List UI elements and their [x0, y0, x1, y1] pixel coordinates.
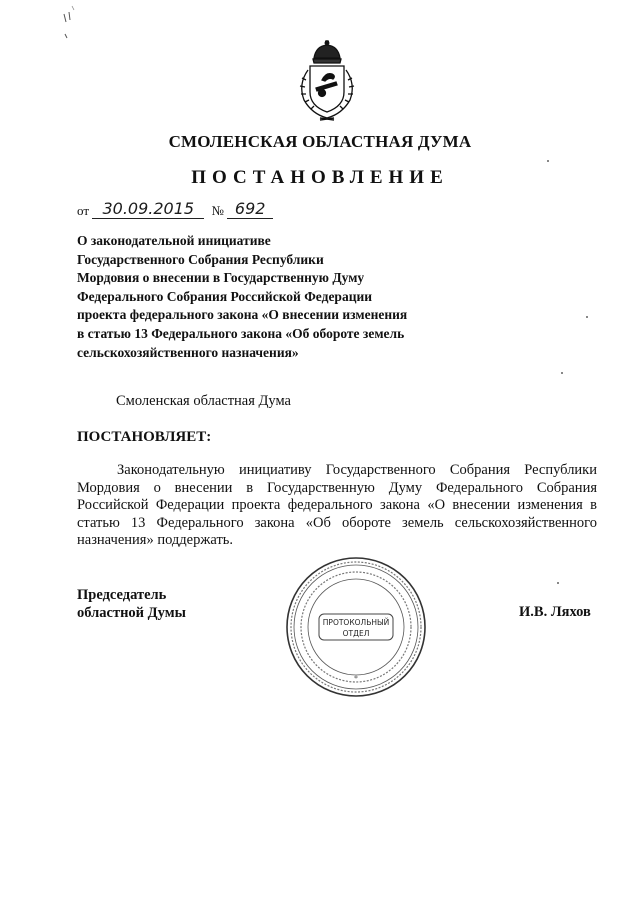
- scan-speck: [557, 582, 559, 584]
- signer-name: И.В. Ляхов: [519, 604, 591, 620]
- signer-title: [77, 586, 186, 622]
- scan-speck: [561, 372, 563, 374]
- margin-pen-mark: [58, 4, 88, 44]
- subject-line: Федерального Собрания Российской Федерации: [77, 288, 373, 304]
- handwritten-date: 30.09.2015: [92, 200, 204, 219]
- resolves-heading: ПОСТАНОВЛЯЕТ:: [77, 429, 212, 445]
- signer-title-line: Председатель: [77, 587, 167, 603]
- handwritten-number: 692: [227, 200, 273, 219]
- date-number-line: [77, 200, 273, 222]
- svg-text:*: *: [354, 674, 358, 683]
- smolensk-coat-of-arms-emblem: [292, 40, 362, 122]
- official-round-stamp: [285, 556, 427, 698]
- organization-name: СМОЛЕНСКАЯ ОБЛАСТНАЯ ДУМА: [168, 132, 472, 151]
- scan-speck: [547, 160, 549, 162]
- stamp-center-line: ОТДЕЛ: [342, 629, 370, 638]
- subject-line: сельскохозяйственного назначения»: [77, 344, 299, 360]
- subject-line: проекта федерального закона «О внесении изменения: [77, 307, 408, 323]
- subject-block: [77, 232, 477, 362]
- scan-speck: [586, 316, 588, 318]
- document-type-title: ПОСТАНОВЛЕНИЕ: [191, 167, 449, 188]
- subject-line: Государственного Собрания Республики: [77, 251, 324, 267]
- preamble-text: Смоленская областная Дума: [116, 393, 291, 409]
- signer-title-line: областной Думы: [77, 605, 186, 621]
- subject-line: О законодательной инициативе: [77, 233, 271, 248]
- subject-line: в статью 13 Федерального закона «Об обороте земель: [77, 325, 405, 341]
- resolution-body-text: Законодательную инициативу Государственного Собрания Республики Мордовия о внесении в Государственную Думу Федерального Собрания Российской Федерации проекта федерального закона «О внесении изменения в статью 13 Федерального закона «Об обороте земель сельскохозяйственного назначения» поддержать.: [77, 462, 597, 549]
- date-from-label: от: [77, 203, 90, 218]
- stamp-center-line: ПРОТОКОЛЬНЫЙ: [322, 618, 390, 627]
- number-label: №: [211, 203, 224, 218]
- subject-line: Мордовия о внесении в Государственную Думу: [77, 270, 365, 286]
